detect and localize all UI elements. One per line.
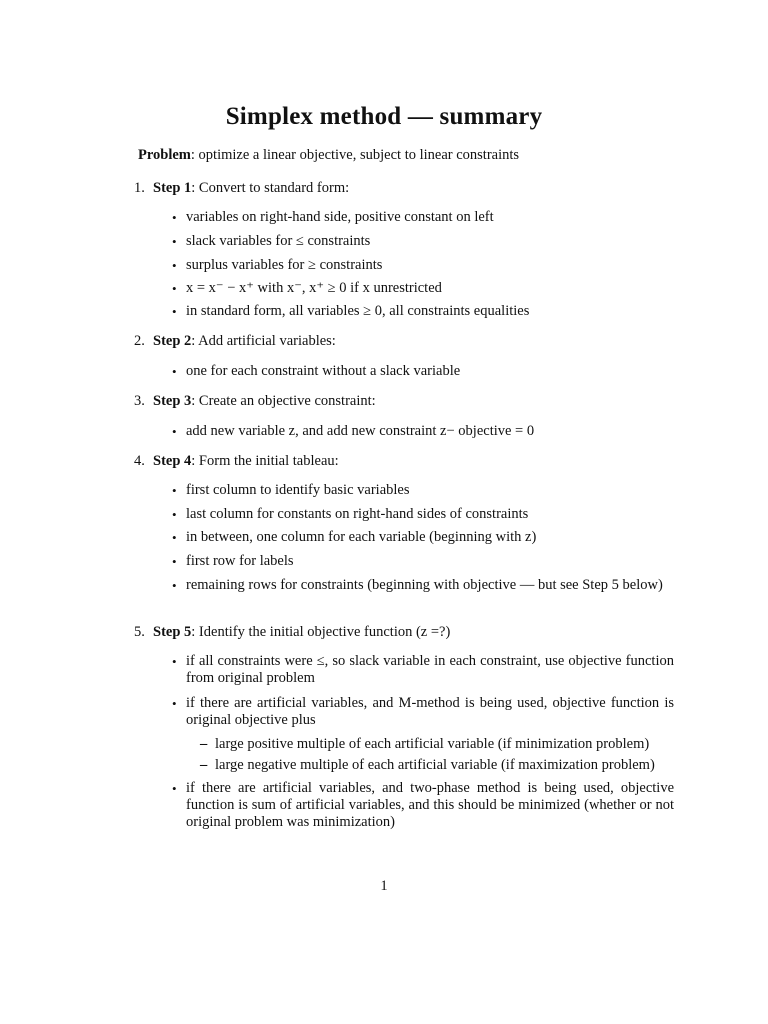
- step-4-bullet-2: • last column for constants on right-hand sides of constraints: [172, 506, 529, 522]
- bullet-icon: •: [172, 234, 177, 249]
- step-4-number: 4.: [134, 453, 145, 469]
- bullet-icon: •: [172, 696, 177, 711]
- step-4-bullet-3: • in between, one column for each variable (beginning with z): [172, 529, 537, 545]
- step-5-number: 5.: [134, 624, 145, 640]
- step-2-label: Step 2: [153, 333, 192, 349]
- dash-icon: –: [200, 736, 208, 752]
- problem-statement: [138, 147, 519, 164]
- step-3-text: : Create an objective constraint:: [191, 393, 376, 409]
- step-2: [134, 333, 694, 350]
- bullet-icon: •: [172, 424, 177, 439]
- bullet-icon: •: [172, 578, 177, 593]
- step-5-label: Step 5: [153, 624, 192, 640]
- step-1-number: 1.: [134, 180, 145, 196]
- step-3-label: Step 3: [153, 393, 192, 409]
- step-4: [134, 453, 694, 470]
- step-5-subitem-1: – large positive multiple of each artificial variable (if minimization problem): [200, 736, 650, 752]
- step-4-bullet-5: • remaining rows for constraints (beginning with objective — but see Step 5 below): [172, 577, 663, 593]
- problem-label: Problem: [138, 147, 191, 163]
- bullet-icon: •: [172, 554, 177, 569]
- bullet-icon: •: [172, 654, 177, 669]
- step-3-number: 3.: [134, 393, 145, 409]
- step-3: [134, 393, 694, 410]
- step-3-bullet-1: • add new variable z, and add new constraint z− objective = 0: [172, 423, 535, 439]
- dash-icon: –: [200, 757, 208, 773]
- step-1-bullet-2: • slack variables for ≤ constraints: [172, 233, 371, 249]
- step-2-number: 2.: [134, 333, 145, 349]
- bullet-icon: •: [172, 281, 177, 296]
- page-title: Simplex method — summary: [225, 103, 543, 130]
- bullet-icon: •: [172, 530, 177, 545]
- step-1-bullet-5: • in standard form, all variables ≥ 0, all constraints equalities: [172, 303, 530, 319]
- page-number: 1: [380, 878, 388, 894]
- bullet-icon: •: [172, 258, 177, 273]
- step-1: [134, 180, 694, 197]
- step-5-bullet-2: • if there are artificial variables, and M-method is being used, objective function is original objective plus: [172, 695, 674, 728]
- step-1-text: : Convert to standard form:: [191, 180, 350, 196]
- step-4-text: : Form the initial tableau:: [191, 453, 339, 469]
- step-2-text: : Add artificial variables:: [191, 333, 336, 349]
- step-4-bullet-4: • first row for labels: [172, 553, 294, 569]
- problem-text: : optimize a linear objective, subject to linear constraints: [190, 147, 520, 163]
- step-5-bullet-3: • if there are artificial variables, and two-phase method is being used, objective function is sum of artificial variables, and this should be minimized (whether or not original problem was minimization): [172, 780, 674, 830]
- bullet-icon: •: [172, 210, 177, 225]
- step-2-bullet-1: • one for each constraint without a slack variable: [172, 363, 461, 379]
- step-1-label: Step 1: [153, 180, 192, 196]
- step-4-bullet-1: • first column to identify basic variables: [172, 482, 410, 498]
- step-5-text: : Identify the initial objective function (z =?): [191, 624, 451, 640]
- step-1-bullet-3: • surplus variables for ≥ constraints: [172, 257, 383, 273]
- step-5-bullet-1: • if all constraints were ≤, so slack variable in each constraint, use objective function from original problem: [172, 653, 674, 686]
- step-4-label: Step 4: [153, 453, 192, 469]
- bullet-icon: •: [172, 507, 177, 522]
- step-1-bullet-1: • variables on right-hand side, positive constant on left: [172, 209, 494, 225]
- bullet-icon: •: [172, 483, 177, 498]
- step-1-bullet-4: • x = x⁻ − x⁺ with x⁻, x⁺ ≥ 0 if x unrestricted: [172, 280, 442, 296]
- bullet-icon: •: [172, 781, 177, 796]
- step-5: [134, 624, 694, 641]
- bullet-icon: •: [172, 364, 177, 379]
- bullet-icon: •: [172, 304, 177, 319]
- step-5-subitem-2: – large negative multiple of each artificial variable (if maximization problem): [200, 757, 655, 773]
